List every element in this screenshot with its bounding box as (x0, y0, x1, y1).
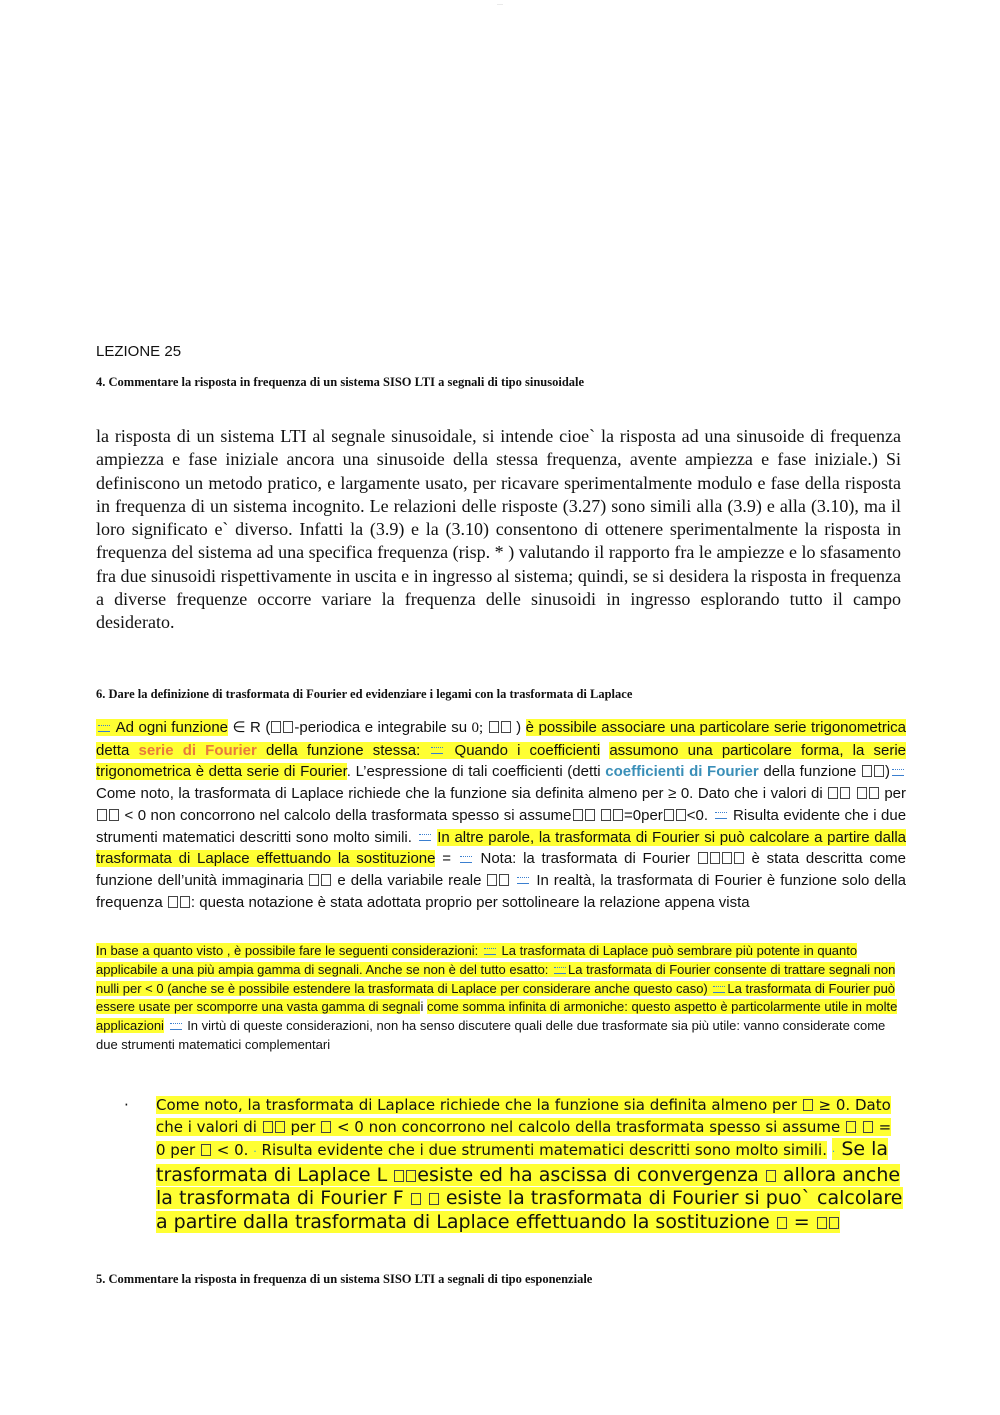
bullet-text (156, 1094, 904, 1234)
formula-placeholder-icon (517, 877, 529, 884)
symbol-box-icon (863, 1121, 873, 1133)
symbol-box-icon (429, 1193, 439, 1205)
symbol-box-icon (613, 809, 623, 821)
symbol-box-icon (271, 721, 281, 733)
symbol-box-icon (573, 809, 583, 821)
answer-6-paragraph (96, 717, 906, 913)
text-span: ) (885, 763, 891, 781)
symbol-box-icon (180, 896, 190, 908)
question-4-title: 4. Commentare la risposta in frequenza di un sistema SISO LTI a segnali di tipo sinusoidale (96, 375, 585, 389)
bullet-dot-icon: · (831, 1145, 836, 1158)
text-span: =0per (624, 806, 663, 824)
text-span: Nota: la trasformata di Fourier (480, 850, 691, 868)
lesson-title: LEZIONE 25 (96, 343, 182, 360)
symbol-box-icon (499, 874, 509, 886)
bullet-dot-icon: · (253, 1145, 257, 1158)
symbol-box-icon (283, 721, 293, 733)
answer-4-paragraph: la risposta di un sistema LTI al segnale sinusoidale, si intende cioe` la risposta ad una sinusoide di frequenza ampiezza e fase iniziale ancora una sinusoide della stessa frequenza, avente ampiezza e fase iniziale.) Si definiscono un metodo pratico, e largamente usato, per ricavare sperimentalmente modulo e fase della risposta in frequenza di un sistema incognito. Le relazioni delle risposte (3.27) sono simili alla (3.9) e alla (3.10), ma il loro significato e` diverso. Infatti la (3.9) e la (3.10) consentono di ottenere sperimentalmente la risposta in frequenza del sistema ad una specifica frequenza (risp. * ) valutando il rapporto fra le ampiezze e lo sfasamento fra due sinusoidi rispettivamente in uscita e in ingresso al sistema; quindi, se si desidera la risposta in frequenza a diverse frequenze occorre variare la frequenza delle sinusoidi in ingresso esplorando tutto il campo desiderato. (96, 426, 901, 633)
formula-placeholder-icon (715, 812, 727, 819)
text-span: Risulta evidente che i due strumenti matematici descritti sono molto simili. (96, 806, 907, 846)
bullet-list-item (124, 1094, 904, 1234)
highlighted-text: In base a quanto visto , è possibile fare le seguenti considerazioni: La trasformata di Laplace può sembrare più potente in quanto applicabile a una più ampia gamma di segnali. Anche se non è del tutto esatto: La trasformata di Fourier consente di trattare segnali non nulli per < 0 (anche se è possibile estendere la trasformata di Laplace per considerare anche questo caso) La trasformata di Fourier può essere usate per scomporre una vasta gamma di segnal (96, 943, 896, 1015)
text-span: i (420, 999, 424, 1015)
text-span: -periodica e integrabile su (294, 719, 468, 736)
text-span: : (190, 893, 196, 911)
symbol-box-icon (777, 1217, 787, 1229)
symbol-box-icon (406, 1170, 416, 1182)
formula-placeholder-icon (484, 948, 496, 955)
text-span: = (442, 850, 451, 868)
highlighted-text: è possibile associare una particolare serie trigonometrica detta serie di Fourier della funzione stessa: Quando i coefficienti (96, 719, 907, 759)
text-span: ∈ R ( (232, 719, 271, 736)
text-span: . L’espressione di tali coefficienti (detti (346, 763, 601, 781)
text-span: In realtà, la trasformata di Fourier è funzione solo della frequenza (96, 871, 907, 911)
term-coefficienti-di-fourier: coefficienti di Fourier (605, 763, 759, 781)
symbol-box-icon (601, 809, 611, 821)
text-span: In virtù di queste considerazioni, non ha senso discutere quali delle due trasformate sia più utile: vanno considerate come due strumenti matematici complementari (96, 1018, 886, 1052)
text-span: < 0 (124, 806, 147, 824)
symbol-box-icon (321, 1121, 331, 1133)
symbol-box-icon (275, 1121, 285, 1133)
symbol-box-icon (201, 1144, 211, 1156)
highlighted-text: Ad ogni funzione (96, 719, 228, 736)
symbol-box-icon (97, 809, 107, 821)
symbol-box-icon (489, 721, 499, 733)
highlighted-text: come somma infinita di armoniche: questo aspetto è particolarmente utile in molte applicazioni (96, 999, 898, 1034)
symbol-box-icon (168, 896, 178, 908)
symbol-box-icon (857, 787, 867, 799)
symbol-box-icon (321, 874, 331, 886)
formula-placeholder-icon (554, 967, 566, 974)
text-span: questa notazione è stata adottata proprio per sottolineare la relazione appena vista (199, 893, 750, 911)
symbol-box-icon (862, 765, 872, 777)
symbol-box-icon (585, 809, 595, 821)
question-6-title: 6. Dare la definizione di trasformata di Fourier ed evidenziare i legami con la trasformata di Laplace (96, 687, 633, 701)
page-header-mark: —— (497, 2, 503, 6)
symbol-box-icon (487, 874, 497, 886)
formula-placeholder-icon (460, 856, 472, 863)
text-span: <0. (686, 806, 709, 824)
text-span: ≥ 0. Dato che i valori di (668, 785, 823, 803)
highlighted-text: · Se la trasformata di Laplace L esiste ed ha ascissa di convergenza allora anche la trasformata di Fourier F esiste la trasformata di Fourier si puo` calcolare a partire dalla trasformata di Laplace effettuando la sostituzione = (156, 1138, 903, 1233)
symbol-box-icon (840, 787, 850, 799)
symbol-box-icon (263, 1121, 273, 1133)
bullet-dot-icon: · (124, 1096, 129, 1114)
highlighted-text: Come noto, la trasformata di Laplace richiede che la funzione sia definita almeno per ≥ 0. Dato che i valori di per < 0 non concorrono nel calcolo della trasformata spesso si assume = 0 per < 0. · Risulta evidente che i due strumenti matematici descritti sono molto simili. (156, 1096, 892, 1159)
text-span: non concorrono nel calcolo della trasformata spesso si assume (150, 806, 572, 824)
symbol-box-icon (846, 1121, 856, 1133)
symbol-box-icon (676, 809, 686, 821)
symbol-box-icon (803, 1099, 813, 1111)
symbol-box-icon (766, 1170, 776, 1182)
symbol-box-icon (722, 852, 732, 864)
term-serie-di-fourier: serie di Fourier (138, 741, 257, 759)
formula-placeholder-icon (892, 769, 904, 776)
text-span: 0; (471, 720, 484, 736)
text-span: Come noto, la trasformata di Laplace richiede che la funzione sia definita almeno per (96, 785, 664, 803)
formula-placeholder-icon (170, 1023, 182, 1030)
formula-placeholder-icon (713, 986, 725, 993)
text-span: e della variabile reale (337, 871, 482, 889)
question-5-title: 5. Commentare la risposta in frequenza di un sistema SISO LTI a segnali di tipo esponenziale (96, 1272, 593, 1286)
symbol-box-icon (734, 852, 744, 864)
text-span: per (884, 785, 906, 803)
symbol-box-icon (829, 1217, 839, 1229)
symbol-box-icon (309, 874, 319, 886)
highlighted-text: assumono una particolare forma, la serie trigonometrica è detta serie di Fourier (96, 741, 907, 781)
formula-placeholder-icon (98, 725, 110, 732)
considerations-paragraph (96, 942, 901, 1055)
symbol-box-icon (817, 1217, 827, 1229)
symbol-box-icon (109, 809, 119, 821)
formula-placeholder-icon (419, 834, 431, 841)
symbol-box-icon (698, 852, 708, 864)
symbol-box-icon (501, 721, 511, 733)
symbol-box-icon (394, 1170, 404, 1182)
symbol-box-icon (664, 809, 674, 821)
symbol-box-icon (874, 765, 884, 777)
highlighted-text: In altre parole, la trasformata di Fourier si può calcolare a partire dalla trasformata di Laplace effettuando la sostituzione (96, 828, 906, 868)
text-span: ) (516, 719, 522, 736)
symbol-box-icon (869, 787, 879, 799)
text-span: della funzione (763, 763, 857, 781)
symbol-box-icon (828, 787, 838, 799)
symbol-box-icon (411, 1193, 421, 1205)
text-span: è stata descritta come funzione dell’unità immaginaria (96, 850, 907, 889)
symbol-box-icon (710, 852, 720, 864)
formula-placeholder-icon (431, 747, 443, 754)
